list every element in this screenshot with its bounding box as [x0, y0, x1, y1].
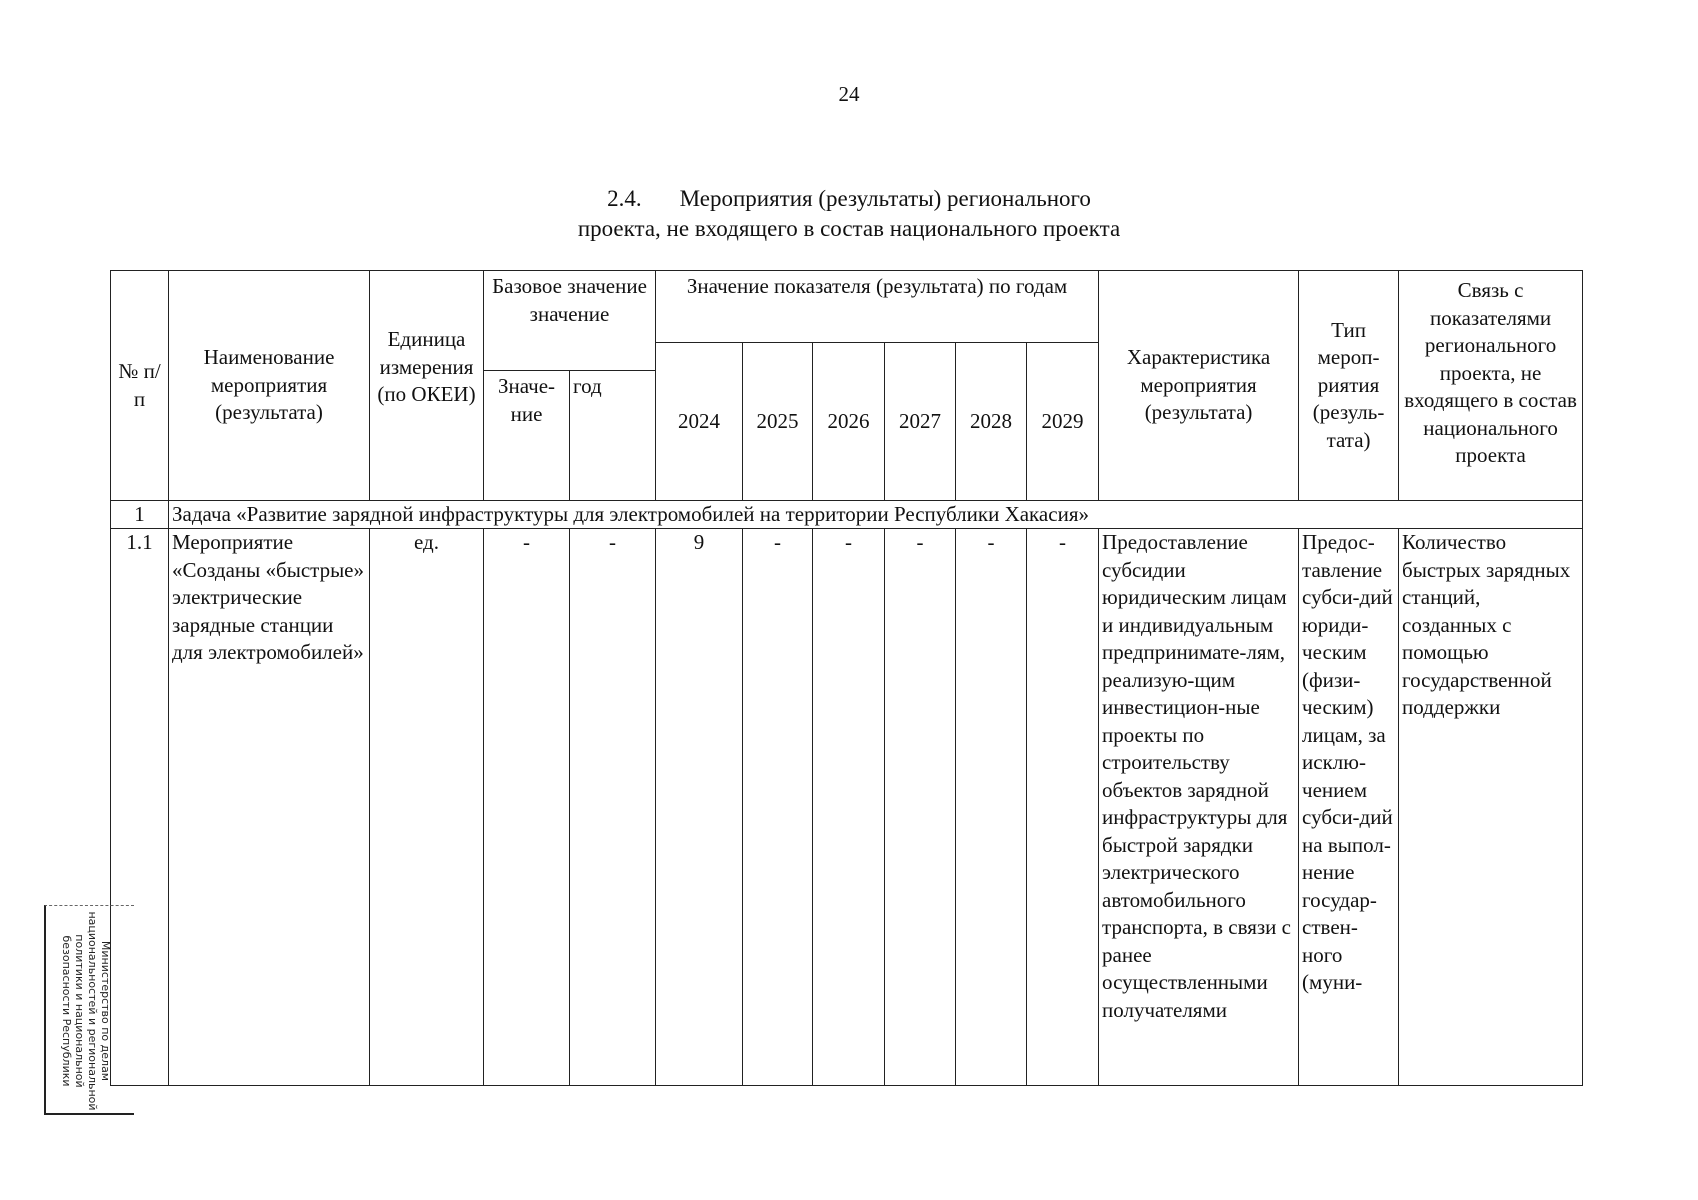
section-title-text-1: Мероприятия (результаты) регионального [679, 186, 1091, 211]
header-row-1 [111, 271, 1583, 343]
section-title [0, 184, 1698, 244]
row-value-2028: - [956, 529, 1027, 1086]
row-base-year: - [570, 529, 656, 1086]
table-row [111, 529, 1583, 1086]
section-title-line-2: проекта, не входящего в состав национального проекта [577, 216, 1121, 241]
row-value-2027: - [885, 529, 956, 1086]
header-name: Наименование мероприятия (результата) [169, 271, 370, 501]
header-link: Связь с показателями регионального проекта, не входящего в состав национального проекта [1399, 271, 1583, 501]
task-row [111, 501, 1583, 529]
section-title-line-1 [0, 184, 1698, 214]
section-number: 2.4. [607, 186, 642, 211]
row-value-2024: 9 [656, 529, 743, 1086]
stamp-line-3: политики и национальной [73, 934, 86, 1088]
header-type: Тип мероп-риятия (резуль-тата) [1299, 271, 1399, 501]
stamp-text [60, 911, 112, 1111]
task-text: Задача «Развитие зарядной инфраструктуры для электромобилей на территории Республики Хакасия» [169, 501, 1583, 529]
header-year-2028: 2028 [956, 343, 1027, 501]
stamp-line-2: национальностей и региональной [86, 911, 99, 1111]
row-num: 1.1 [111, 529, 169, 1086]
row-name: Мероприятие «Созданы «быстрые» электрические зарядные станции для электромобилей» [169, 529, 370, 1086]
row-unit: ед. [370, 529, 484, 1086]
header-year-2027: 2027 [885, 343, 956, 501]
header-base-value: Значе-ние [484, 371, 570, 501]
row-value-2025: - [743, 529, 813, 1086]
row-value-2026: - [813, 529, 885, 1086]
task-num: 1 [111, 501, 169, 529]
row-type: Предос-тавление субси-дий юриди-ческим (физи-ческим) лицам, за исклю-чением субси-дий на выпол-нение государ-ствен-ного (муни- [1299, 529, 1399, 1086]
header-year-2029: 2029 [1027, 343, 1099, 501]
row-link: Количество быстрых зарядных станций, созданных с помощью государственной поддержки [1399, 529, 1583, 1086]
header-year-2026: 2026 [813, 343, 885, 501]
stamp-line-1: Министерство по делам [99, 940, 112, 1082]
page-number: 24 [838, 82, 860, 106]
header-base: Базовое значение значение [484, 271, 656, 371]
header-base-year: год [570, 371, 656, 501]
header-years-group: Значение показателя (результата) по годам [656, 271, 1099, 343]
header-characteristic: Характеристика мероприятия (результата) [1099, 271, 1299, 501]
activities-table [110, 270, 1583, 1086]
header-num: № п/п [111, 271, 169, 501]
header-unit: Единица измерения (по ОКЕИ) [370, 271, 484, 501]
registration-stamp [44, 905, 134, 1115]
header-year-2024: 2024 [656, 343, 743, 501]
row-characteristic: Предоставление субсидии юридическим лицам и индивидуальным предпринимате-лям, реализую-щим инвестицион-ные проекты по строительству объектов зарядной инфраструктуры для быстрой зарядки электрического автомобильного транспорта, в связи с ранее осуществленными получателями [1099, 529, 1299, 1086]
header-year-2025: 2025 [743, 343, 813, 501]
row-value-2029: - [1027, 529, 1099, 1086]
stamp-line-4: безопасности Республики [60, 935, 73, 1087]
row-base-value: - [484, 529, 570, 1086]
